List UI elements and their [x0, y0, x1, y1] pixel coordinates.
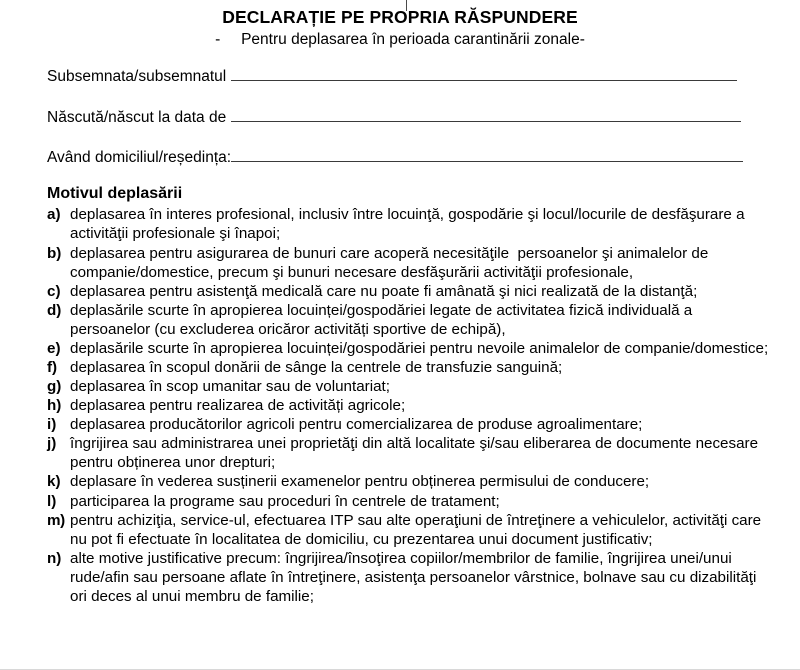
list-item — [47, 377, 800, 396]
field-input-domiciliu[interactable] — [231, 147, 743, 162]
list-item — [47, 339, 800, 358]
list-item-marker: f) — [47, 359, 58, 376]
list-item — [47, 434, 800, 472]
list-item-text: deplasarea în interes profesional, inclusiv între locuinţă, gospodărie şi locul/locurile de desfăşurare a activităţii profesionale şi înapoi; — [70, 206, 749, 243]
list-item-text: deplasarea pentru asistenţă medicală care nu poate fi amânată şi nici realizată de la distanţă; — [70, 282, 698, 300]
subtitle-text: Pentru deplasarea în perioada carantinării zonale- — [241, 31, 585, 49]
field-row-data-nasterii — [47, 107, 800, 127]
list-item-text: deplasarea în scopul donării de sânge la centrele de transfuzie sanguină; — [70, 359, 563, 376]
list-item — [47, 301, 800, 339]
list-item — [47, 492, 800, 511]
list-item-marker: c) — [47, 282, 61, 300]
list-item-marker: i) — [47, 416, 57, 434]
field-input-subsemnatul[interactable] — [231, 67, 737, 82]
field-row-subsemnatul — [47, 67, 800, 87]
list-item-marker: h) — [47, 397, 62, 415]
list-item-marker: l) — [47, 492, 57, 510]
list-item-marker: g) — [47, 378, 62, 396]
list-item-text: pentru achiziţia, service-ul, efectuarea ITP sau alte operaţiuni de întreţinere a vehiculelor, activităţi care nu pot fi efectuate în localitatea de domiciliu, cu prezentarea unui document justificativ; — [70, 511, 766, 548]
list-item-text: deplasarea producătorilor agricoli pentru comercializarea de produse agroalimentare; — [70, 416, 643, 434]
list-item — [47, 358, 800, 377]
document-title: DECLARAȚIE PE PROPRIA RĂSPUNDERE — [222, 7, 578, 27]
list-item-text: deplasările scurte în apropierea locuinței/gospodăriei pentru nevoile animalelor de companie/domestice; — [70, 339, 769, 357]
list-item-marker: e) — [47, 339, 61, 357]
list-item-marker: d) — [47, 301, 62, 319]
list-item-marker: b) — [47, 244, 62, 262]
reasons-heading: Motivul deplasării — [47, 185, 183, 203]
list-item-marker: k) — [47, 473, 61, 491]
list-item-marker: a) — [47, 206, 61, 224]
subtitle-dash: - — [215, 31, 221, 49]
list-item — [47, 244, 800, 282]
list-item-marker: n) — [47, 549, 62, 567]
list-item-text: deplasarea în scop umanitar sau de voluntariat; — [70, 378, 390, 396]
document-subtitle — [0, 31, 800, 50]
form-fields-section — [0, 67, 800, 168]
field-label-domiciliu: Având domiciliul/reședința: — [47, 148, 232, 166]
reasons-section — [0, 184, 800, 606]
list-item-marker: m) — [47, 511, 65, 529]
list-item-text: deplasările scurte în apropierea locuinței/gospodăriei legate de activitatea fizică individuală a persoanelor (cu excluderea oricăror activități sportive de echipă), — [70, 301, 697, 338]
list-item — [47, 282, 800, 301]
list-item-marker: j) — [47, 435, 57, 453]
field-label-data-nasterii: Născută/născut la data de — [47, 108, 227, 126]
field-input-data-nasterii[interactable] — [231, 107, 741, 122]
list-item-text: participarea la programe sau proceduri în centrele de tratament; — [70, 492, 500, 510]
list-item — [47, 549, 800, 606]
list-item-text: alte motive justificative precum: îngrijirea/însoţirea copiilor/membrilor de familie, îngrijirea unei/unui rude/afin sau persoane aflate în întreţinere, asistenţa persoanelor vârstnice, bolnave sau cu dizabilităţi ori deces al unui membru de familie; — [70, 549, 761, 605]
field-row-domiciliu — [47, 147, 800, 167]
list-item — [47, 511, 800, 549]
list-item — [47, 472, 800, 491]
list-item-text: deplasarea pentru realizarea de activități agricole; — [70, 397, 406, 415]
list-item — [47, 415, 800, 434]
list-item-text: deplasarea pentru asigurarea de bunuri care acoperă necesităţile persoanelor şi animalelor de companie/domestice, precum şi bunuri necesare desfăşurării activităţii profesionale, — [70, 244, 713, 281]
list-item-text: deplasare în vederea susținerii examenelor pentru obținerea permisului de conducere; — [70, 473, 650, 491]
field-label-subsemnatul: Subsemnata/subsemnatul — [47, 68, 227, 86]
list-item-text: îngrijirea sau administrarea unei proprietăţi din altă localitate şi/sau eliberarea de documente necesare pentru obținerea unor drepturi; — [70, 435, 763, 472]
list-item — [47, 396, 800, 415]
list-item — [47, 205, 800, 243]
